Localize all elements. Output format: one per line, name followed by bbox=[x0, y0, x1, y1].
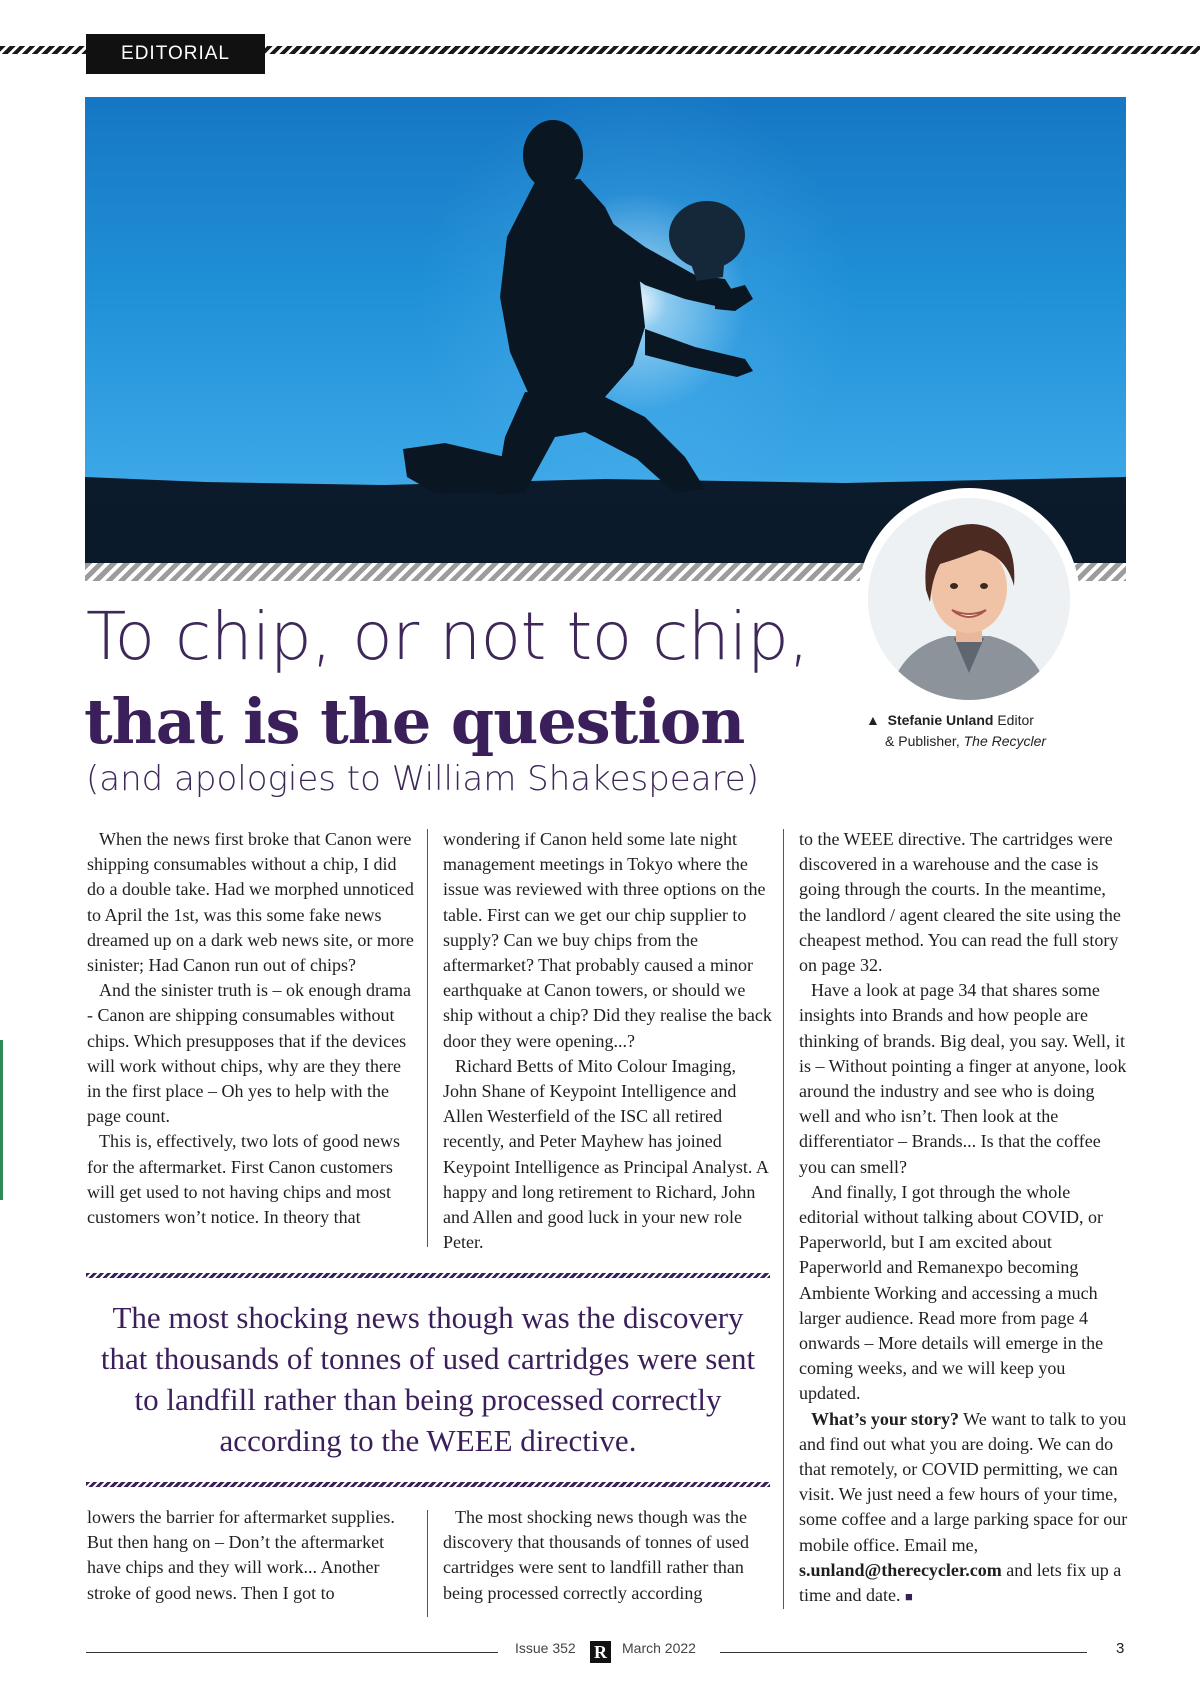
caption-marker: ▲ bbox=[866, 712, 880, 728]
column-2-bottom bbox=[443, 1505, 773, 1606]
column-1-top bbox=[87, 827, 417, 1230]
caption-name: Stefanie Unland bbox=[887, 712, 994, 728]
caption-publication: The Recycler bbox=[963, 733, 1047, 749]
portrait-caption bbox=[866, 710, 1086, 752]
paragraph: The most shocking news though was the discovery that thousands of tonnes of used cartridges were sent to landfill rather than being processed correctly according bbox=[443, 1507, 749, 1603]
paragraph bbox=[799, 1407, 1129, 1610]
footer-rule-right bbox=[720, 1652, 1087, 1653]
story-text: We want to talk to you and find out what you are doing. We can do that remotely, or COVID permitting, we can visit. We just need a few hours of your time, some coffee and a large parking space for our mobile office. Email me, bbox=[799, 1408, 1128, 1555]
footer-rule-left bbox=[86, 1652, 498, 1653]
column-divider bbox=[427, 1510, 428, 1617]
story-callout: What’s your story? bbox=[811, 1408, 959, 1429]
edge-mark bbox=[0, 1040, 3, 1200]
paragraph: to the WEEE directive. The cartridges were discovered in a warehouse and the case is going through the courts. In the meantime, the landlord / agent cleared the site using the cheapest method. You can read the full story on page 32. bbox=[799, 829, 1121, 976]
caption-role2: & Publisher, bbox=[885, 733, 960, 749]
headline-subtitle: (and apologies to William Shakespeare) bbox=[86, 759, 759, 799]
story-end: and lets fix up a time and date. bbox=[799, 1559, 1122, 1606]
column-1-bottom bbox=[87, 1505, 417, 1606]
footer-issue: Issue 352 bbox=[515, 1640, 576, 1656]
paragraph: wondering if Canon held some late night management meetings in Tokyo where the issue was reviewed with three options on the table. First can we get our chip supplier to supply? Can we buy chips from the aftermarket? That probably caused a minor earthquake at Canon towers, or should we ship without a chip? Did they realise the back door they were opening...? bbox=[443, 829, 772, 1051]
paragraph: lowers the barrier for aftermarket supplies. But then hang on – Don’t the aftermarket have chips and they will work... Another stroke of good news. Then I got to bbox=[87, 1507, 395, 1603]
paragraph: This is, effectively, two lots of good news for the aftermarket. First Canon customers will get used to not having chips and most customers won’t notice. In theory that bbox=[87, 1131, 400, 1228]
pull-quote-rule-bottom bbox=[86, 1482, 770, 1487]
paragraph: When the news first broke that Canon were shipping consumables without a chip, I did do a double take. Had we morphed unnoticed to April the 1st, was this some fake news dreamed up on a dark web news site, or more sinister; Had Canon run out of chips? bbox=[87, 829, 414, 976]
page-number: 3 bbox=[1116, 1640, 1125, 1657]
pull-quote: The most shocking news though was the discovery that thousands of tonnes of used cartridges were sent to landfill rather than being processed correctly according to the WEEE directive. bbox=[100, 1300, 756, 1458]
headline-line-1: To chip, or not to chip, bbox=[86, 598, 809, 675]
column-divider bbox=[783, 829, 784, 1609]
column-divider bbox=[427, 829, 428, 1247]
column-2-top bbox=[443, 827, 773, 1255]
column-3 bbox=[799, 827, 1129, 1609]
editor-portrait bbox=[868, 498, 1070, 700]
paragraph: Have a look at page 34 that shares some insights into Brands and how people are thinking of brands. Big deal, you say. Well, it is – Without pointing a finger at anyone, look around the industry and see who is doing well and who isn’t. Then look at the differentiator – Brands... Is that the coffee you can smell? bbox=[799, 980, 1127, 1177]
section-label: EDITORIAL bbox=[86, 34, 265, 74]
footer-date: March 2022 bbox=[622, 1640, 696, 1656]
pull-quote-rule-top bbox=[86, 1273, 770, 1278]
email-link[interactable]: s.unland@therecycler.com bbox=[799, 1559, 1002, 1580]
end-mark: ■ bbox=[904, 1589, 913, 1605]
paragraph: Richard Betts of Mito Colour Imaging, John Shane of Keypoint Intelligence and Allen Westerfield of the ISC all retired recently, and Peter Mayhew has joined Keypoint Intelligence as Principal Analyst. A happy and long retirement to Richard, John and Allen and good luck in your new role Peter. bbox=[443, 1055, 768, 1253]
caption-role: Editor bbox=[997, 712, 1034, 728]
publication-logo: R bbox=[590, 1641, 611, 1663]
headline-line-2: that is the question bbox=[84, 685, 745, 758]
paragraph: And finally, I got through the whole editorial without talking about COVID, or Paperworld, but I am excited about Paperworld and Remanexpo becoming Ambiente Working and accessing a much larger audience. Read more from page 4 onwards – More details will emerge in the coming weeks, and we will keep you updated. bbox=[799, 1181, 1104, 1404]
paragraph: And the sinister truth is – ok enough drama - Canon are shipping consumables without chips. Which presupposes that if the devices will work without chips, why are they there in the first place – Oh yes to help with the page count. bbox=[87, 980, 411, 1127]
